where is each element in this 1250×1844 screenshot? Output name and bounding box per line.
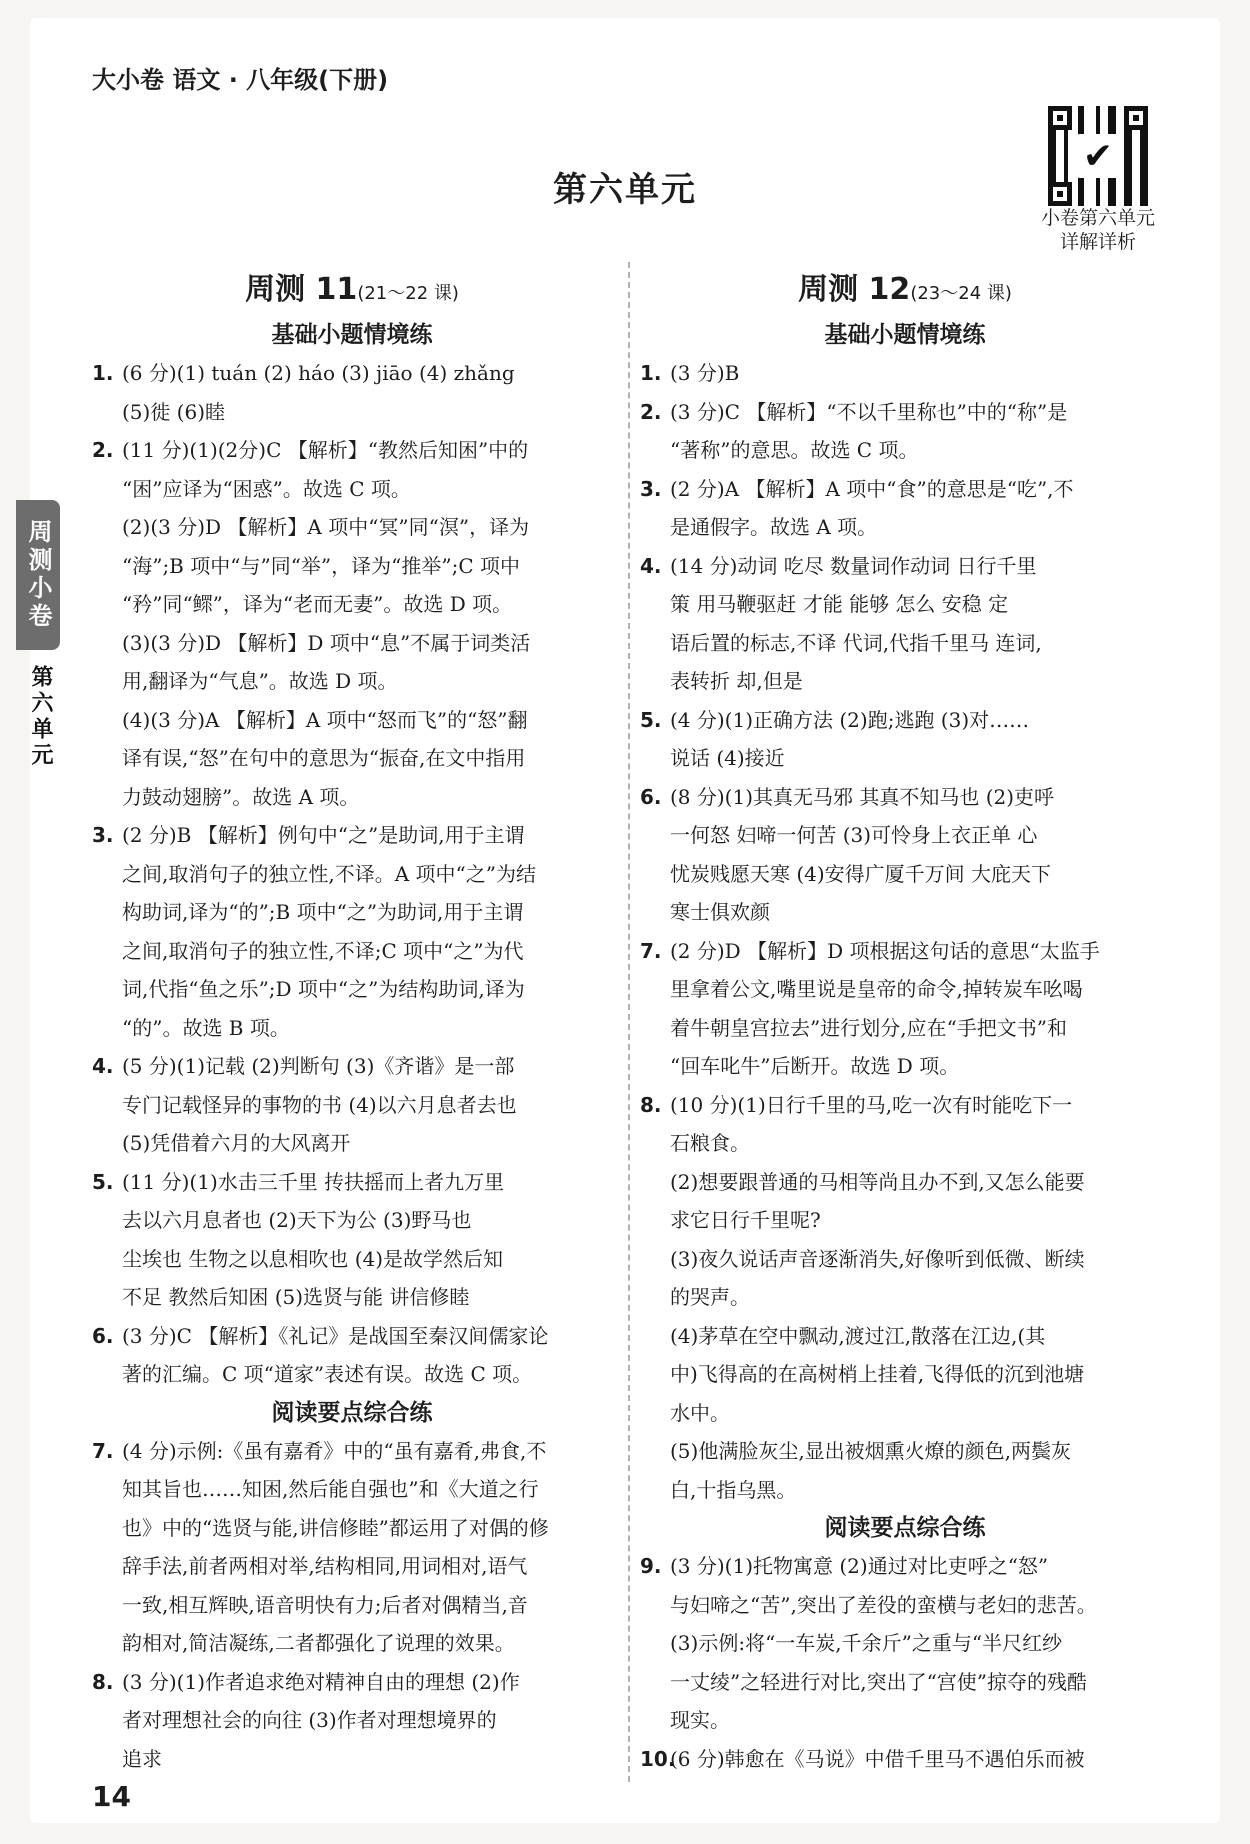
answer-line: 一丈绫”之轻进行对比,突出了“宫使”掠夺的残酷 [670, 1669, 1088, 1694]
answer-line: 也》中的“选贤与能,讲信修睦”都运用了对偶的修 [122, 1515, 549, 1540]
answer-line: 语后置的标志,不译 代词,代指千里马 连词, [670, 630, 1042, 655]
answer-line: 着牛朝皇宫拉去”进行划分,应在“手把文书”和 [670, 1015, 1068, 1040]
answer-line: 策 用马鞭驱赶 才能 能够 怎么 安稳 定 [670, 592, 1009, 616]
answer-line: 水中。 [670, 1400, 730, 1425]
week-title-sub: (21～22 课) [357, 283, 459, 304]
column-divider [628, 262, 630, 1782]
side-tab-label: 周测小卷 [16, 500, 60, 650]
qr-caption-line: 详解详析 [1059, 231, 1136, 253]
checkmark-icon: ✔ [1076, 134, 1120, 178]
answer-line: 白,十指乌黑。 [670, 1477, 797, 1502]
answer-line: (3 分)(1)作者追求绝对精神自由的理想 (2)作 [122, 1669, 520, 1694]
week-title-main: 周测 12 [798, 272, 911, 307]
answer-line: (6 分)(1) tuán (2) háo (3) jiāo (4) zhǎng [122, 361, 515, 385]
left-column [92, 270, 612, 1778]
answer-item [640, 1547, 1170, 1740]
answer-line: (3 分)B [670, 361, 740, 385]
question-number: 5. [92, 1169, 114, 1194]
answer-item [640, 778, 1170, 932]
answer-line: 构助词,译为“的”;B 项中“之”为助词,用于主谓 [122, 900, 524, 924]
answer-line: 力鼓动翅膀”。故选 A 项。 [122, 784, 360, 809]
book-header: 大小卷 语文 · 八年级(下册) [92, 66, 389, 94]
answer-line: 知其旨也……知困,然后能自强也”和《大道之行 [122, 1477, 539, 1501]
answer-item [640, 393, 1170, 470]
answer-item [92, 1663, 612, 1779]
answer-line: (5)徙 (6)睦 [122, 399, 226, 424]
question-number: 7. [92, 1438, 114, 1463]
answer-line: 之间,取消句子的独立性,不译。A 项中“之”为结 [122, 861, 536, 886]
unit-title: 第六单元 [553, 170, 697, 210]
answer-item [640, 701, 1170, 778]
answer-item [92, 1317, 612, 1394]
answer-line: (11 分)(1)水击三千里 抟扶摇而上者九万里 [122, 1169, 505, 1194]
answer-line: (3 分)C 【解析】“不以千里称也”中的“称”是 [670, 399, 1068, 424]
qr-corner-icon [1124, 106, 1148, 130]
question-number: 8. [640, 1092, 662, 1117]
answer-line: “困”应译为“困惑”。故选 C 项。 [122, 476, 411, 501]
section-title: 阅读要点综合练 [271, 1399, 433, 1426]
question-number: 4. [640, 553, 662, 578]
answer-line: (2 分)A 【解析】A 项中“食”的意思是“吃”,不 [670, 476, 1074, 501]
question-number: 3. [92, 823, 114, 847]
answer-line: 中)飞得高的在高树梢上挂着,飞得低的沉到池塘 [670, 1362, 1085, 1386]
answer-item [640, 470, 1170, 547]
answer-line: 说话 (4)接近 [670, 746, 785, 770]
question-number: 1. [92, 361, 114, 385]
answer-line: 现实。 [670, 1708, 730, 1732]
answer-item [640, 1740, 1170, 1779]
question-number: 5. [640, 707, 662, 732]
question-number: 9. [640, 1554, 662, 1578]
question-number: 4. [92, 1054, 114, 1078]
answer-line: (3 分)(1)托物寓意 (2)通过对比吏呼之“怒” [670, 1554, 1049, 1578]
answer-line: (2)想要跟普通的马相等尚且办不到,又怎么能要 [670, 1169, 1085, 1194]
side-tab-unit: 第六单元 [28, 665, 53, 769]
answer-line: 里拿着公文,嘴里说是皇帝的命令,掉转炭车吆喝 [670, 977, 1083, 1001]
question-number: 2. [640, 399, 662, 424]
section-title: 基础小题情境练 [271, 322, 433, 348]
answer-line: (2)(3 分)D 【解析】A 项中“冥”同“溟”，译为 [122, 515, 530, 539]
question-number: 8. [92, 1669, 114, 1694]
answer-line: 忧炭贱愿天寒 (4)安得广厦千万间 大庇天下 [670, 861, 1052, 886]
answer-line: (4 分)(1)正确方法 (2)跑;逃跑 (3)对…… [670, 707, 1030, 732]
answer-line: (3 分)C 【解析】《礼记》是战国至秦汉间儒家论 [122, 1323, 549, 1348]
answer-line: 之间,取消句子的独立性,不译;C 项中“之”为代 [122, 938, 524, 963]
answer-line: 表转折 却,但是 [670, 669, 803, 693]
answer-line: 去以六月息者也 (2)天下为公 (3)野马也 [122, 1208, 472, 1232]
qr-corner-icon [1048, 182, 1072, 206]
answer-item [640, 932, 1170, 1086]
week-title-main: 周测 11 [245, 272, 358, 307]
answer-line: 用,翻译为“气息”。故选 D 项。 [122, 669, 398, 693]
qr-caption-line: 小卷第六单元 [1040, 207, 1155, 229]
section-title: 基础小题情境练 [824, 322, 986, 348]
answer-item [92, 1047, 612, 1163]
answer-line: 的哭声。 [670, 1285, 750, 1309]
answer-line: 一致,相互辉映,语音明快有力;后者对偶精当,音 [122, 1592, 528, 1617]
section-title: 阅读要点综合练 [824, 1515, 986, 1541]
answer-line: (3)(3 分)D 【解析】D 项中“息”不属于词类活 [122, 630, 531, 655]
answer-line: 一何怒 妇啼一何苦 (3)可怜身上衣正单 心 [670, 823, 1038, 847]
answer-line: (4 分)示例:《虽有嘉肴》中的“虽有嘉肴,弗食,不 [122, 1438, 547, 1463]
week-title-sub: (23～24 课) [910, 283, 1012, 304]
answer-line: 求它日行千里呢? [670, 1208, 821, 1232]
question-number: 6. [640, 784, 662, 809]
answer-item [640, 547, 1170, 701]
answer-item [92, 1163, 612, 1317]
answer-line: (6 分)韩愈在《马说》中借千里马不遇伯乐而被 [670, 1746, 1085, 1771]
question-number: 1. [640, 361, 662, 385]
question-number: 6. [92, 1323, 114, 1348]
answer-item [92, 816, 612, 1047]
answer-line: 石粮食。 [670, 1131, 750, 1155]
question-number: 7. [640, 938, 662, 963]
week-title [640, 270, 1170, 310]
answer-line: “的”。故选 B 项。 [122, 1015, 290, 1040]
answer-line: 是通假字。故选 A 项。 [670, 515, 878, 539]
answer-line: “矜”同“鳏”，译为“老而无妻”。故选 D 项。 [122, 592, 513, 616]
answer-line: 追求 [122, 1746, 162, 1771]
answer-line: (2 分)D 【解析】D 项根据这句话的意思“太监手 [670, 938, 1100, 963]
answer-line: (3)夜久说话声音逐渐消失,好像听到低微、断续 [670, 1246, 1085, 1271]
answer-item [92, 1432, 612, 1663]
answer-line: (3)示例:将“一车炭,千余斤”之重与“半尺红纱 [670, 1631, 1063, 1655]
answer-line: 尘埃也 生物之以息相吹也 (4)是故学然后知 [122, 1246, 504, 1271]
question-number: 3. [640, 476, 662, 501]
answer-line: 词,代指“鱼之乐”;D 项中“之”为结构助词,译为 [122, 977, 525, 1001]
answer-line: (8 分)(1)其真无马邪 其真不知马也 (2)吏呼 [670, 784, 1055, 809]
answer-line: 辞手法,前者两相对举,结构相同,用词相对,语气 [122, 1554, 528, 1578]
week-title [92, 270, 612, 310]
answer-item [640, 1086, 1170, 1510]
qr-code-icon[interactable] [1048, 106, 1148, 206]
answer-line: (11 分)(1)(2分)C 【解析】“教然后知困”中的 [122, 438, 529, 462]
answer-line: (5 分)(1)记载 (2)判断句 (3)《齐谐》是一部 [122, 1054, 515, 1078]
answer-item [92, 431, 612, 816]
answer-line: 韵相对,简洁凝练,二者都强化了说理的效果。 [122, 1631, 515, 1655]
answer-line: “著称”的意思。故选 C 项。 [670, 438, 919, 462]
answer-line: (5)凭借着六月的大风离开 [122, 1131, 351, 1155]
right-column [640, 270, 1170, 1778]
answer-item [640, 354, 1170, 393]
answer-line: 寒士俱欢颜 [670, 900, 770, 924]
answer-line: (4)茅草在空中飘动,渡过江,散落在江边,(其 [670, 1323, 1046, 1348]
answer-line: 译有误,“怒”在句中的意思为“振奋,在文中指用 [122, 746, 526, 770]
answer-line: 与妇啼之“苦”,突出了差役的蛮横与老妇的悲苦。 [670, 1592, 1097, 1617]
answer-line: 专门记载怪异的事物的书 (4)以六月息者去也 [122, 1092, 517, 1117]
qr-corner-icon [1048, 106, 1072, 130]
question-number: 10. [640, 1746, 676, 1771]
answer-line: 著的汇编。C 项“道家”表述有误。故选 C 项。 [122, 1362, 533, 1386]
answer-item [92, 354, 612, 431]
page-number: 14 [92, 1780, 131, 1813]
question-number: 2. [92, 438, 114, 462]
answer-line: (14 分)动词 吃尽 数量词作动词 日行千里 [670, 553, 1037, 578]
answer-line: (10 分)(1)日行千里的马,吃一次有时能吃下一 [670, 1092, 1073, 1117]
qr-caption [1030, 206, 1166, 254]
answer-line: 者对理想社会的向往 (3)作者对理想境界的 [122, 1708, 497, 1732]
answer-line: (4)(3 分)A 【解析】A 项中“怒而飞”的“怒”翻 [122, 707, 528, 732]
answer-line: “回车叱牛”后断开。故选 D 项。 [670, 1054, 960, 1078]
answer-line: “海”;B 项中“与”同“举”，译为“推举”;C 项中 [122, 553, 520, 578]
answer-line: (5)他满脸灰尘,显出被烟熏火燎的颜色,两鬓灰 [670, 1439, 1072, 1463]
answer-line: (2 分)B 【解析】例句中“之”是助词,用于主谓 [122, 823, 525, 847]
answer-line: 不足 教然后知困 (5)选贤与能 讲信修睦 [122, 1285, 470, 1309]
